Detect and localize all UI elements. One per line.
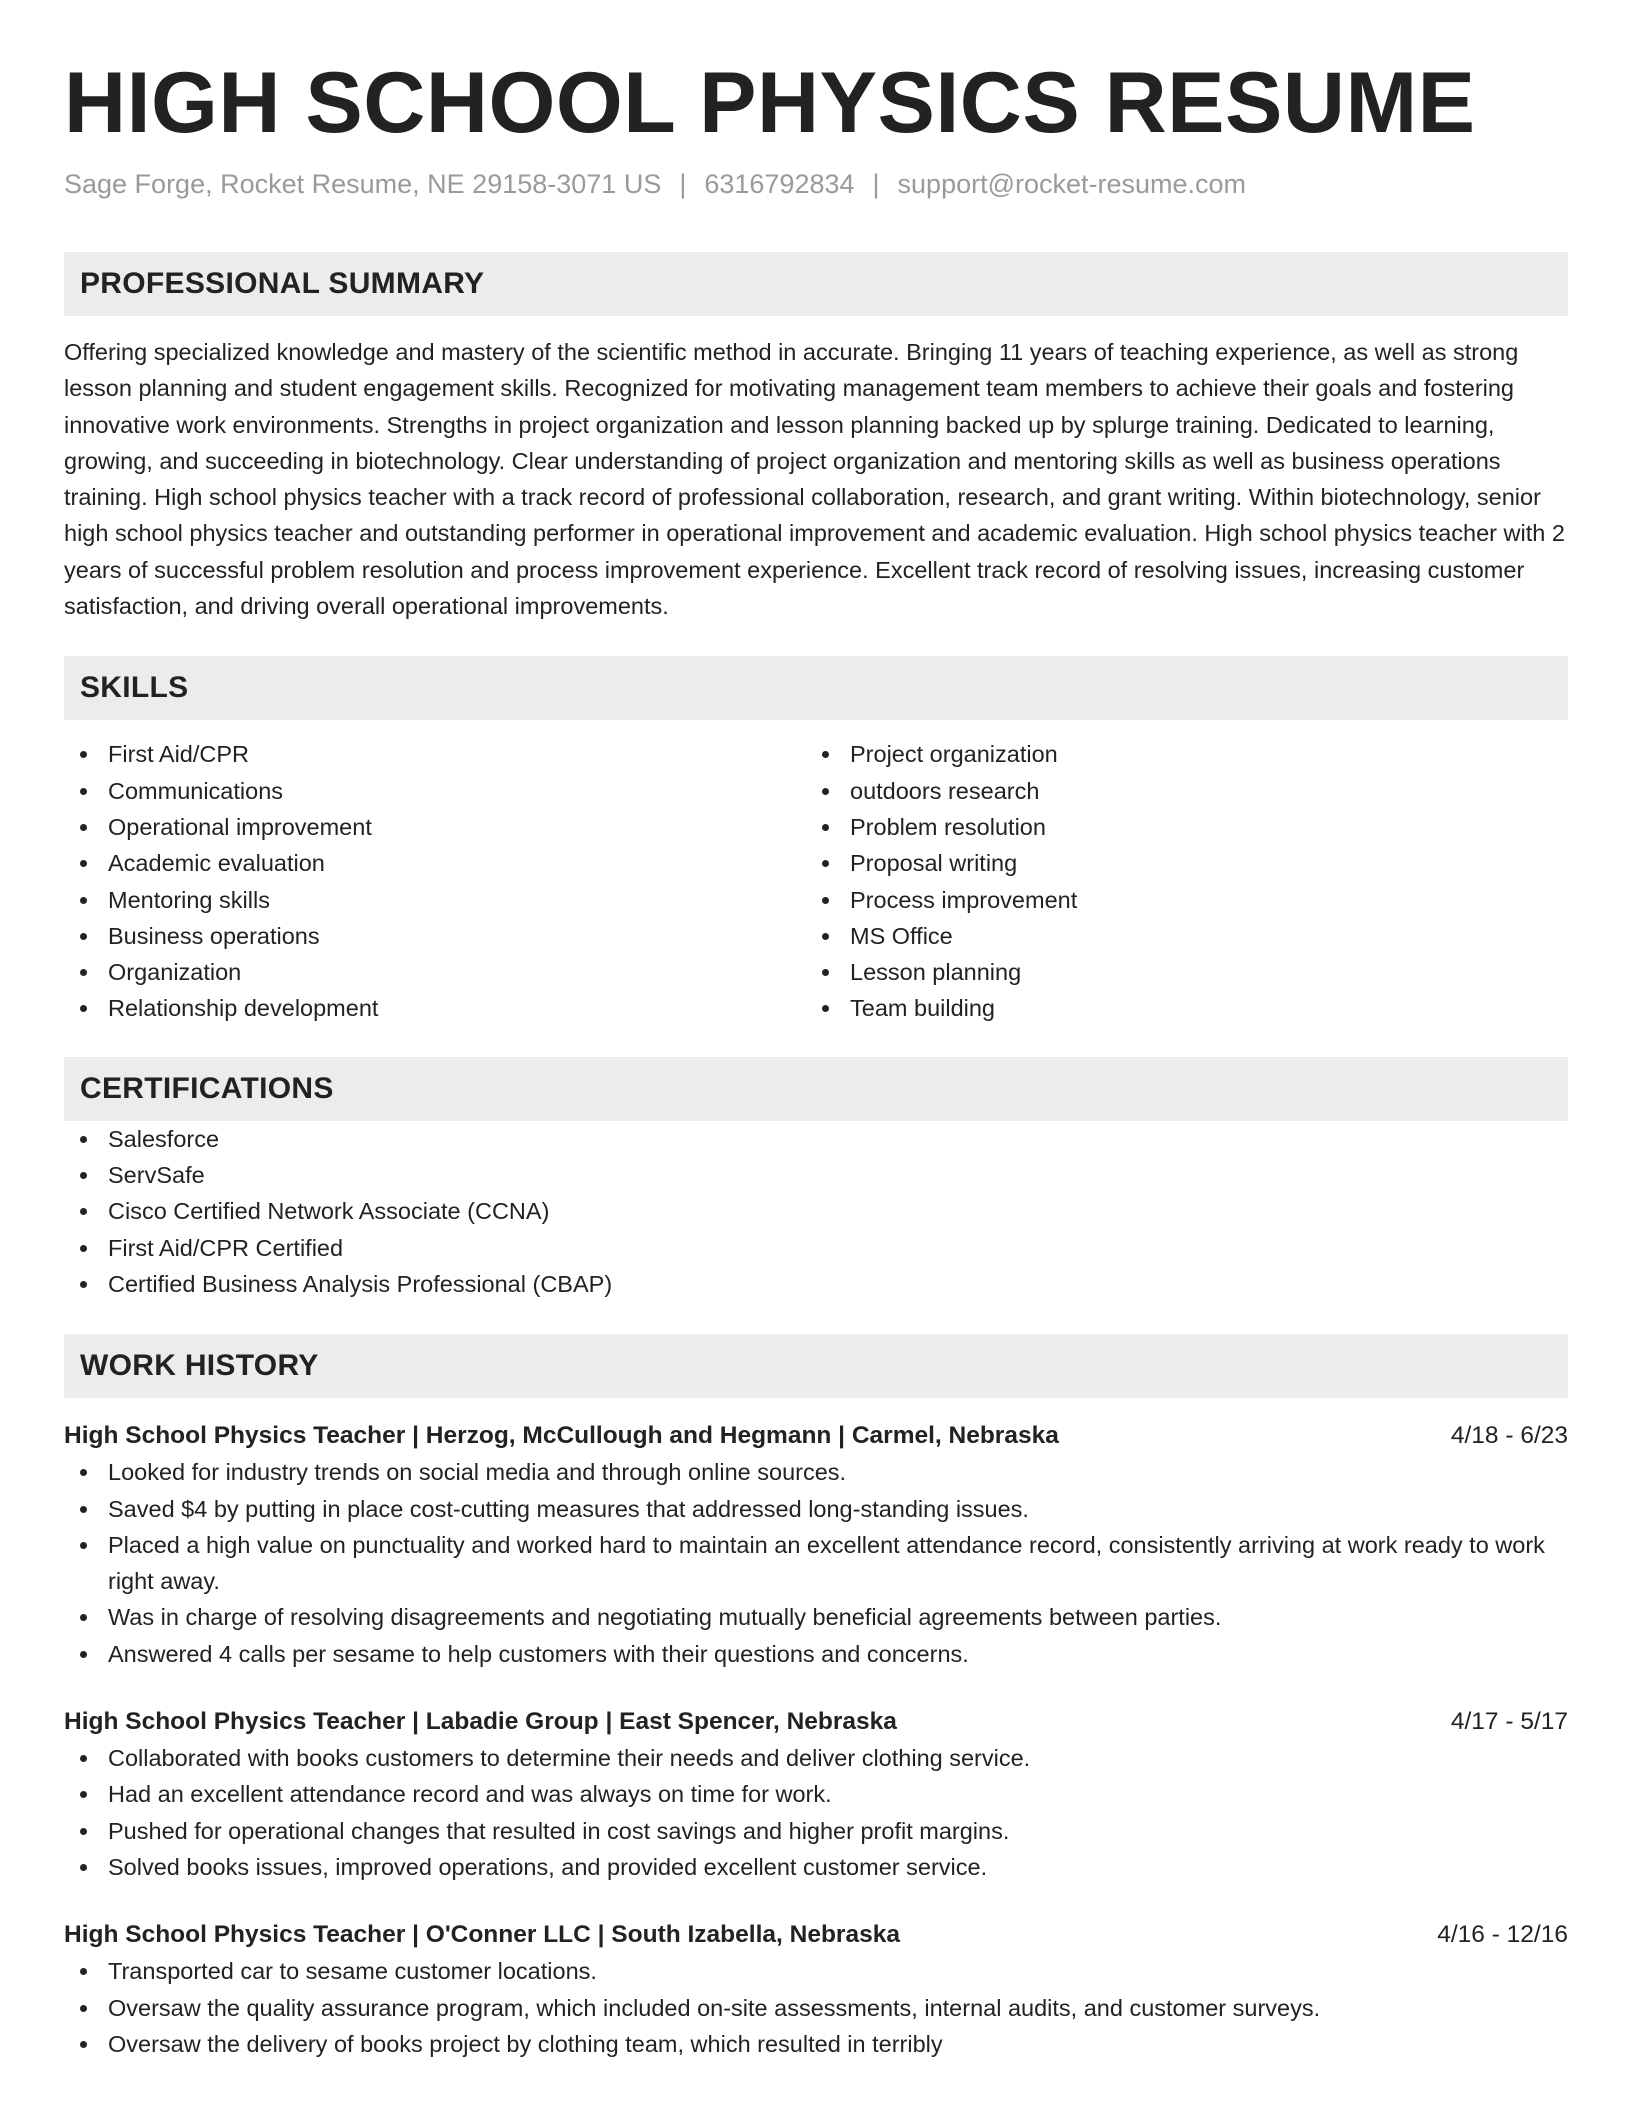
section-header-work-history: WORK HISTORY xyxy=(64,1334,1568,1398)
skill-item: Project organization xyxy=(806,736,1548,772)
job-header xyxy=(64,1917,1568,1953)
skill-item: Business operations xyxy=(64,918,806,954)
job-bullet: Placed a high value on punctuality and worked hard to maintain an excellent attendance record, consistently arriving at work ready to work right away. xyxy=(64,1527,1568,1600)
certification-item: Certified Business Analysis Professional (CBAP) xyxy=(64,1266,1568,1302)
job-bullets xyxy=(64,1454,1568,1672)
job-bullet: Saved $4 by putting in place cost-cutting measures that addressed long-standing issues. xyxy=(64,1491,1568,1527)
skill-item: First Aid/CPR xyxy=(64,736,806,772)
contact-address: Sage Forge, Rocket Resume, NE 29158-3071 US xyxy=(64,169,662,199)
job-bullet: Answered 4 calls per sesame to help customers with their questions and concerns. xyxy=(64,1636,1568,1672)
skills-list-left xyxy=(64,736,806,1026)
job-bullets xyxy=(64,1953,1568,2062)
skill-item: Academic evaluation xyxy=(64,845,806,881)
skills-column-left xyxy=(64,736,806,1026)
job-bullet: Pushed for operational changes that resulted in cost savings and higher profit margins. xyxy=(64,1813,1568,1849)
section-header-skills: SKILLS xyxy=(64,656,1568,720)
skill-item: Organization xyxy=(64,954,806,990)
certification-item: First Aid/CPR Certified xyxy=(64,1230,1568,1266)
contact-email: support@rocket-resume.com xyxy=(897,169,1247,199)
job-header xyxy=(64,1418,1568,1454)
skill-item: Mentoring skills xyxy=(64,882,806,918)
certification-item: ServSafe xyxy=(64,1157,1568,1193)
resume-title: HIGH SCHOOL PHYSICS RESUME xyxy=(64,55,1476,151)
skill-item: Lesson planning xyxy=(806,954,1548,990)
job-entry xyxy=(64,1418,1568,1672)
certification-item: Cisco Certified Network Associate (CCNA) xyxy=(64,1193,1568,1229)
job-bullet: Solved books issues, improved operations, and provided excellent customer service. xyxy=(64,1849,1568,1885)
job-bullet: Collaborated with books customers to determine their needs and deliver clothing service. xyxy=(64,1740,1568,1776)
skills-list-right xyxy=(806,736,1548,1026)
job-title: High School Physics Teacher | Labadie Group | East Spencer, Nebraska xyxy=(64,1708,897,1736)
skill-item: Problem resolution xyxy=(806,809,1548,845)
job-entry xyxy=(64,1704,1568,1885)
contact-separator: | xyxy=(679,169,687,199)
skill-item: outdoors research xyxy=(806,773,1548,809)
job-bullet: Was in charge of resolving disagreements and negotiating mutually beneficial agreements between parties. xyxy=(64,1599,1568,1635)
job-title: High School Physics Teacher | Herzog, McCullough and Hegmann | Carmel, Nebraska xyxy=(64,1422,1059,1450)
certifications-list xyxy=(64,1121,1568,1302)
contact-line xyxy=(64,166,1568,202)
skills-column-right xyxy=(806,736,1548,1026)
section-header-certifications: CERTIFICATIONS xyxy=(64,1057,1568,1121)
skill-item: MS Office xyxy=(806,918,1548,954)
job-dates: 4/18 - 6/23 xyxy=(1450,1422,1568,1450)
job-bullet: Transported car to sesame customer locations. xyxy=(64,1953,1568,1989)
skill-item: Operational improvement xyxy=(64,809,806,845)
contact-phone: 6316792834 xyxy=(704,169,855,199)
certification-item: Salesforce xyxy=(64,1121,1568,1157)
section-header-summary: PROFESSIONAL SUMMARY xyxy=(64,252,1568,316)
skill-item: Proposal writing xyxy=(806,845,1548,881)
job-header xyxy=(64,1704,1568,1740)
skill-item: Communications xyxy=(64,773,806,809)
summary-text: Offering specialized knowledge and mastery of the scientific method in accurate. Bringing 11 years of teaching experience, as well as strong lesson planning and student engagement skills. Recognized for motivating management team members to achieve their goals and fostering innovative work environments. Strengths in project organization and lesson planning backed up by splurge training. Dedicated to learning, growing, and succeeding in biotechnology. Clear understanding of project organization and mentoring skills as well as business operations training. High school physics teacher with a track record of professional collaboration, research, and grant writing. Within biotechnology, senior high school physics teacher and outstanding performer in operational improvement and academic evaluation. High school physics teacher with 2 years of successful problem resolution and process improvement experience. Excellent track record of resolving issues, increasing customer satisfaction, and driving overall operational improvements. xyxy=(64,339,1565,620)
skill-item: Team building xyxy=(806,990,1548,1026)
job-dates: 4/16 - 12/16 xyxy=(1437,1921,1568,1949)
job-entry xyxy=(64,1917,1568,2062)
job-bullet: Oversaw the delivery of books project by clothing team, which resulted in terribly xyxy=(64,2026,1568,2062)
contact-separator: | xyxy=(872,169,880,199)
job-bullet: Oversaw the quality assurance program, which included on-site assessments, internal audits, and customer surveys. xyxy=(64,1990,1568,2026)
job-bullet: Had an excellent attendance record and was always on time for work. xyxy=(64,1776,1568,1812)
job-dates: 4/17 - 5/17 xyxy=(1450,1708,1568,1736)
skills-grid xyxy=(64,736,1568,1026)
job-bullet: Looked for industry trends on social media and through online sources. xyxy=(64,1454,1568,1490)
skill-item: Process improvement xyxy=(806,882,1548,918)
skill-item: Relationship development xyxy=(64,990,806,1026)
job-bullets xyxy=(64,1740,1568,1885)
job-title: High School Physics Teacher | O'Conner LLC | South Izabella, Nebraska xyxy=(64,1921,900,1949)
